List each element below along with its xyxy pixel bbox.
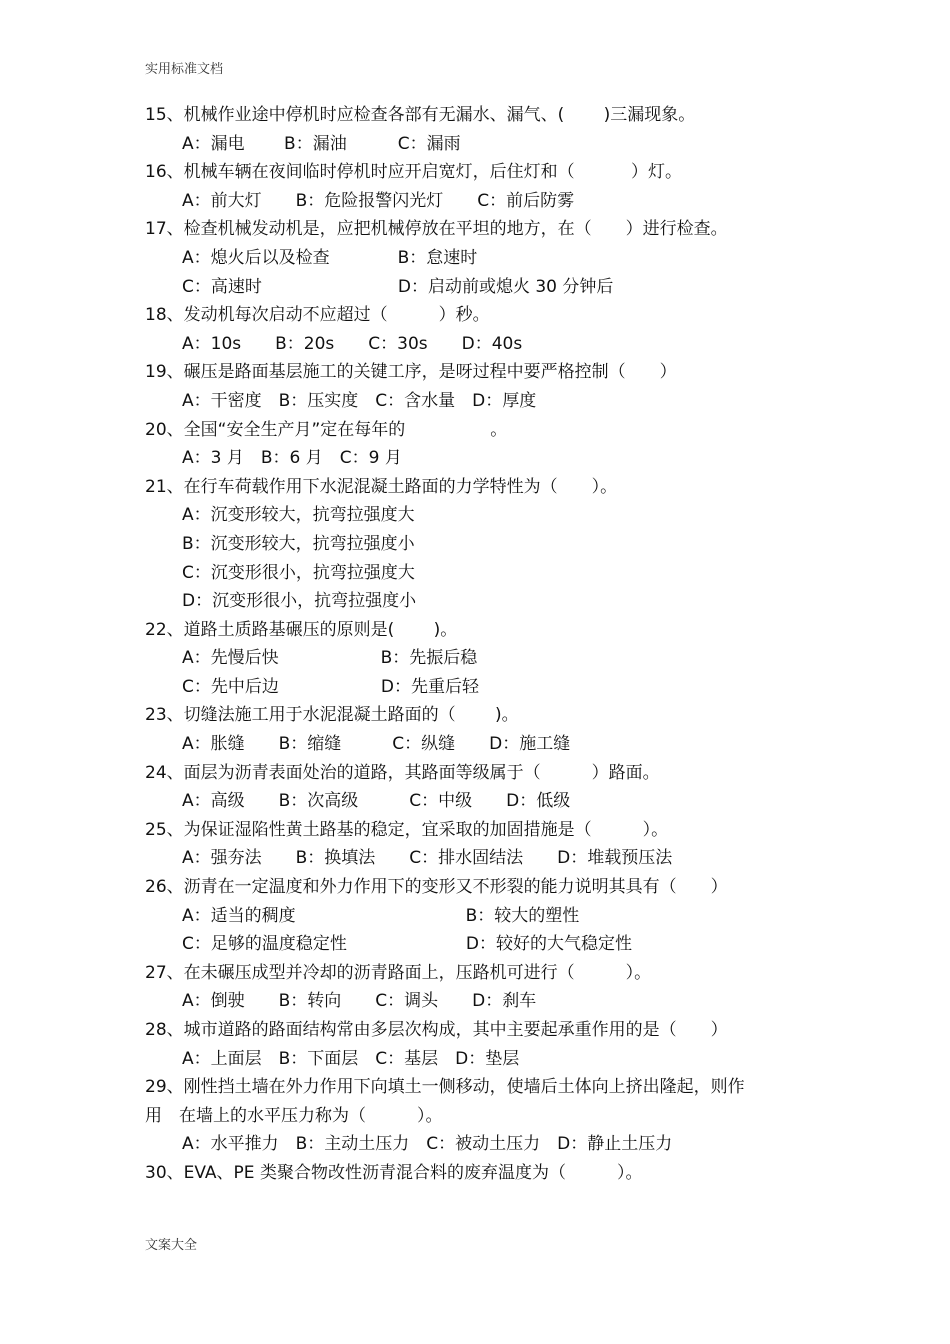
question-text: 26、沥青在一定温度和外力作用下的变形又不形裂的能力说明其具有（ ） xyxy=(145,877,728,898)
question-text: 17、检查机械发动机是，应把机械停放在平坦的地方，在（ ）进行检查。 xyxy=(145,219,728,240)
question-text: 18、发动机每次启动不应超过（ ）秒。 xyxy=(145,305,490,326)
answer-options: D：沉变形很小，抗弯拉强度小 xyxy=(182,591,417,612)
question-text: 21、在行车荷载作用下水泥混凝土路面的力学特性为（ ）。 xyxy=(145,476,618,497)
question-text: 22、道路土质路基碾压的原则是( )。 xyxy=(145,619,458,640)
answer-options: A：胀缝 B：缩缝 C：纵缝 D：施工缝 xyxy=(182,734,571,755)
question-text: 24、面层为沥青表面处治的道路，其路面等级属于（ ）路面。 xyxy=(145,762,660,783)
question-text: 用 在墙上的水平压力称为（ ）。 xyxy=(145,1105,443,1126)
answer-options: A：适当的稠度 B：较大的塑性 xyxy=(182,905,580,926)
answer-options: A：高级 B：次高级 C：中级 D：低级 xyxy=(182,791,571,812)
question-text: 30、EVA、PE 类聚合物改性沥青混合料的废弃温度为（ ）。 xyxy=(145,1162,643,1183)
answer-options: A：3 月 B：6 月 C：9 月 xyxy=(182,448,402,469)
question-text: 25、为保证湿陷性黄土路基的稳定，宜采取的加固措施是（ ）。 xyxy=(145,819,669,840)
answer-options: B：沉变形较大，抗弯拉强度小 xyxy=(182,533,415,554)
answer-options: C：高速时 D：启动前或熄火 30 分钟后 xyxy=(182,276,614,297)
question-text: 28、城市道路的路面结构常由多层次构成，其中主要起承重作用的是（ ） xyxy=(145,1020,728,1040)
question-text: 15、机械作业途中停机时应检查各部有无漏水、漏气、( )三漏现象。 xyxy=(145,105,696,125)
answer-options: A：倒驶 B：转向 C：调头 D：刹车 xyxy=(182,991,537,1012)
answer-options: A：漏电 B：漏油 C：漏雨 xyxy=(182,133,461,154)
answer-options: A：沉变形较大，抗弯拉强度大 xyxy=(182,505,415,526)
answer-options: C：足够的温度稳定性 D：较好的大气稳定性 xyxy=(182,934,632,955)
answer-options: C：先中后边 D：先重后轻 xyxy=(182,676,479,697)
question-text: 27、在未碾压成型并冷却的沥青路面上，压路机可进行（ ）。 xyxy=(145,962,652,983)
answer-options: C：沉变形很小，抗弯拉强度大 xyxy=(182,562,415,583)
page-footer: 文案大全 xyxy=(145,1238,198,1253)
question-list xyxy=(145,101,815,1188)
question-text: 16、机械车辆在夜间临时停机时应开启宽灯，后住灯和（ ）灯。 xyxy=(145,162,683,183)
question-text: 20、全国“安全生产月”定在每年的 。 xyxy=(145,419,508,440)
question-text: 23、切缝法施工用于水泥混凝土路面的（ )。 xyxy=(145,705,519,726)
answer-options: A：10s B：20s C：30s D：40s xyxy=(182,333,523,354)
answer-options: A：干密度 B：压实度 C：含水量 D：厚度 xyxy=(182,390,537,411)
answer-options: A：先慢后快 B：先振后稳 xyxy=(182,648,478,669)
question-text: 29、刚性挡土墙在外力作用下向填土一侧移动，使墙后土体向上挤出隆起，则作 xyxy=(145,1077,745,1098)
page-header: 实用标准文档 xyxy=(145,62,224,77)
answer-options: A：水平推力 B：主动土压力 C：被动土压力 D：静止土压力 xyxy=(182,1134,673,1155)
answer-options: A：前大灯 B：危险报警闪光灯 C：前后防雾 xyxy=(182,190,575,211)
question-text: 19、碾压是路面基层施工的关键工序，是呀过程中要严格控制（ ） xyxy=(145,362,677,383)
answer-options: A：强夯法 B：换填法 C：排水固结法 D：堆载预压法 xyxy=(182,848,673,869)
answer-options: A：熄火后以及检查 B：怠速时 xyxy=(182,247,478,268)
answer-options: A：上面层 B：下面层 C：基层 D：垫层 xyxy=(182,1048,520,1069)
